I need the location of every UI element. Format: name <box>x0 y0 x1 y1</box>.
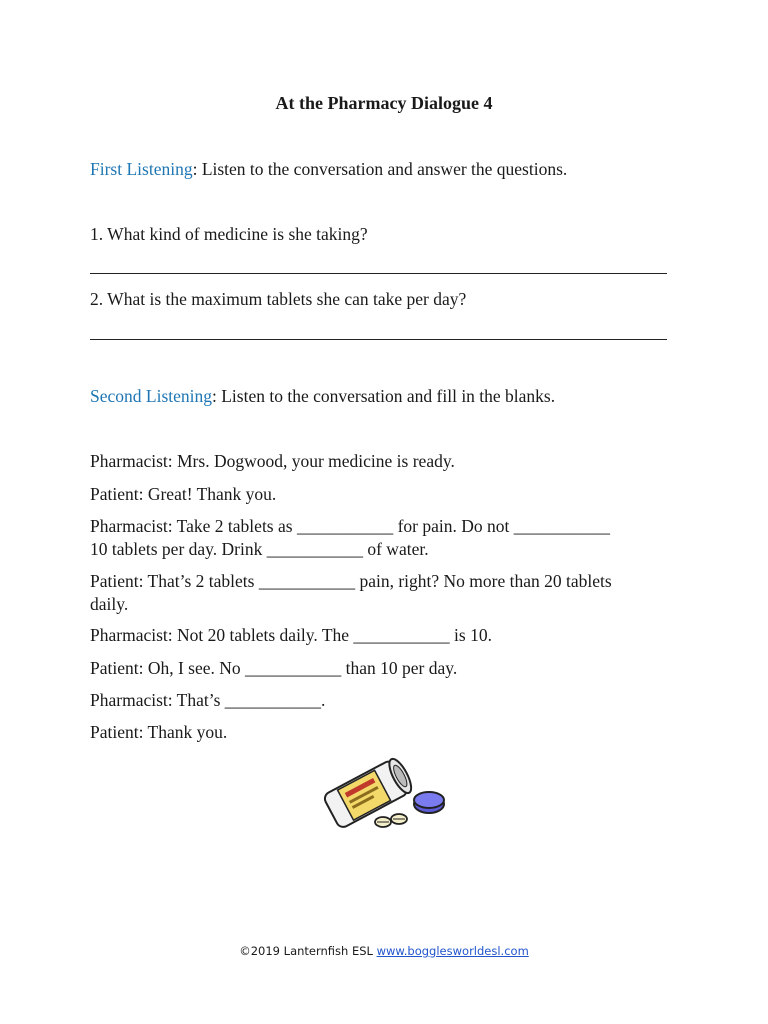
page-title: At the Pharmacy Dialogue 4 <box>275 93 493 113</box>
footer <box>0 944 768 958</box>
pill-bottle-icon <box>318 752 450 832</box>
dialogue-line: Pharmacist: Not 20 tablets daily. The ___________ is 10. <box>90 625 492 645</box>
dialogue-line: Patient: Oh, I see. No ___________ than 10 per day. <box>90 658 458 678</box>
footer-copyright: ©2019 Lanternfish ESL <box>239 944 377 958</box>
question-1: 1. What kind of medicine is she taking? <box>90 224 368 244</box>
first-listening-text: : Listen to the conversation and answer the questions. <box>192 159 568 179</box>
second-listening-instruction <box>90 385 555 407</box>
dialogue-line: Patient: That’s 2 tablets ___________ pain, right? No more than 20 tablets <box>90 571 612 591</box>
dialogue-line: Pharmacist: That’s ___________. <box>90 690 326 710</box>
dialogue-line: Pharmacist: Take 2 tablets as ___________ for pain. Do not ___________ <box>90 516 610 536</box>
dialogue-line: daily. <box>90 594 129 614</box>
footer-link[interactable]: www.bogglesworldesl.com <box>376 944 529 958</box>
answer-line-1 <box>90 273 667 274</box>
first-listening-instruction <box>90 158 567 180</box>
question-2: 2. What is the maximum tablets she can take per day? <box>90 289 467 309</box>
dialogue-line: Patient: Great! Thank you. <box>90 484 277 504</box>
dialogue-line: Pharmacist: Mrs. Dogwood, your medicine is ready. <box>90 451 455 471</box>
dialogue-line: 10 tablets per day. Drink ___________ of water. <box>90 539 429 559</box>
second-listening-text: : Listen to the conversation and fill in the blanks. <box>212 386 556 406</box>
first-listening-label: First Listening <box>90 159 193 179</box>
second-listening-label: Second Listening <box>90 386 212 406</box>
dialogue-line: Patient: Thank you. <box>90 722 228 742</box>
answer-line-2 <box>90 339 667 340</box>
